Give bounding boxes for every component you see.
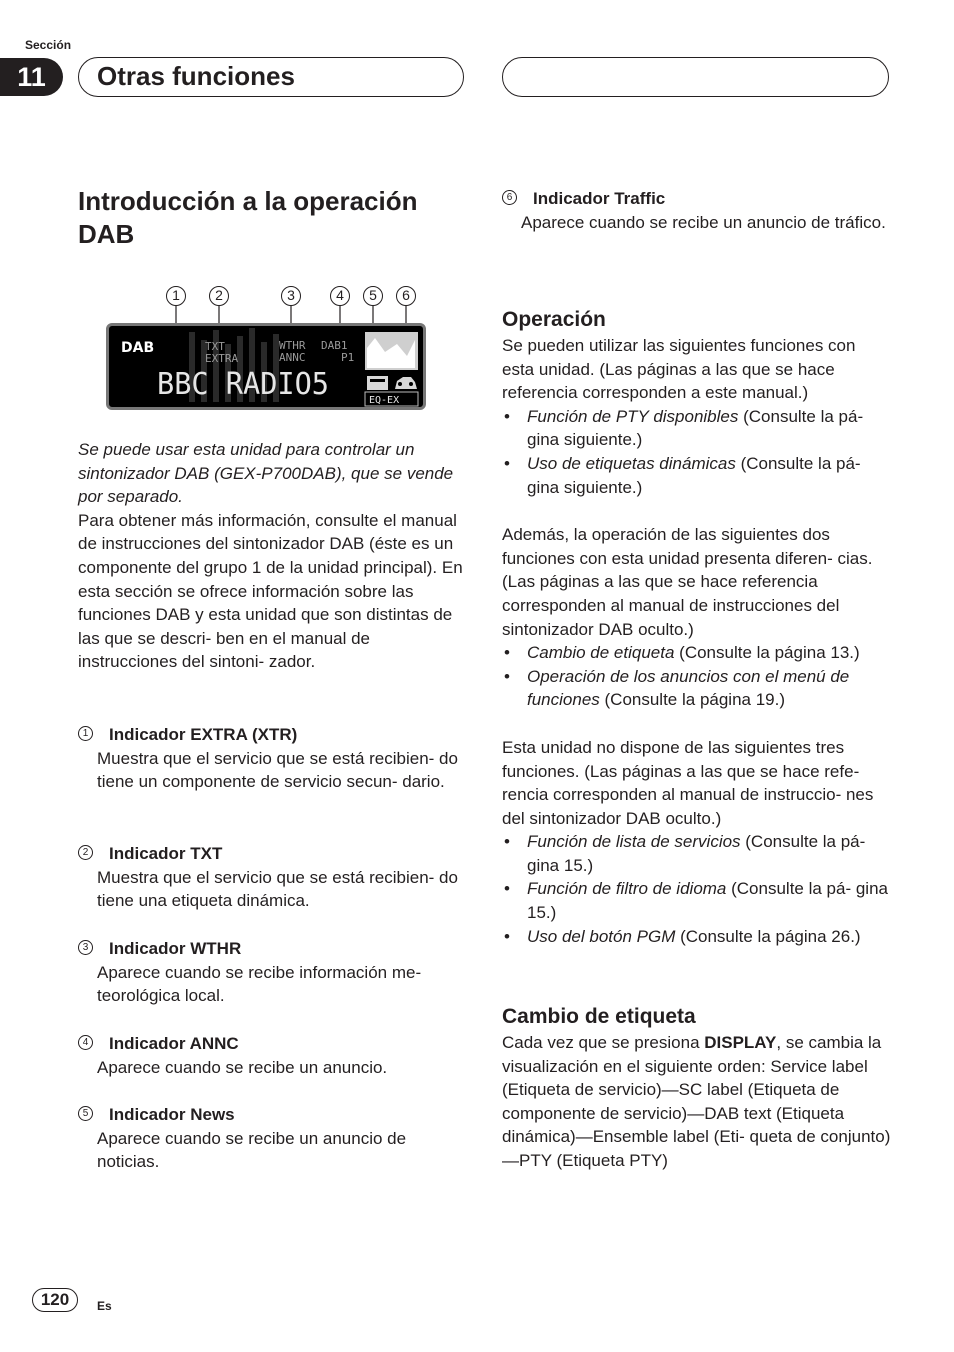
callout-6: 6 (396, 286, 416, 306)
section-number-badge: 11 (0, 58, 63, 96)
list-item: • Cambio de etiqueta (Consulte la página 13.) (504, 643, 860, 663)
news-icon (367, 376, 388, 390)
display-dab1: DAB1 (321, 339, 348, 352)
indicator-title: Indicador EXTRA (XTR) (109, 725, 298, 744)
indicator-number: 2 (78, 845, 93, 860)
callout-4: 4 (330, 286, 350, 306)
indicator-title: Indicador ANNC (109, 1034, 239, 1053)
indicator-1 (78, 723, 468, 794)
indicator-title: Indicador News (109, 1105, 235, 1124)
indicator-number: 3 (78, 940, 93, 955)
indicator-title: Indicador WTHR (109, 939, 242, 958)
callout-2: 2 (209, 286, 229, 306)
display-txt: TXT (205, 340, 225, 353)
list-item: • Función de PTY disponibles (Consulte la pá- gina siguiente.) (504, 406, 864, 450)
unavailable-functions-list (502, 830, 892, 948)
indicator-desc: Aparece cuando se recibe un anuncio de noticias. (97, 1128, 407, 1172)
list-item: • Operación de los anuncios con el menú de funciones (Consulte la página 19.) (504, 666, 850, 710)
intro-block (78, 438, 470, 674)
operacion-para3: Esta unidad no dispone de las siguientes tres funciones. (Las páginas a las que se hace refe- rencia corresponden al manual de instruccio- nes del sintonizador DAB oculto.) (502, 737, 874, 828)
page-number: 120 (32, 1288, 78, 1312)
callout-1: 1 (166, 286, 186, 306)
different-functions-list (502, 641, 892, 712)
section-label: Sección (25, 38, 72, 52)
display-station-name: BBC RADIO5 (157, 367, 329, 402)
list-item: • Función de lista de servicios (Consulte la pá- gina 15.) (504, 832, 866, 875)
indicator-desc: Aparece cuando se recibe información me- teorológica local. (97, 962, 422, 1006)
operacion-section (502, 306, 892, 948)
indicator-6 (502, 187, 890, 234)
intro-italic: Se puede usar esta unidad para controlar un sintonizador DAB (GEX-P700DAB), que se vende por separado. (78, 440, 454, 507)
indicator-number: 5 (78, 1106, 93, 1121)
list-item: • Uso del botón PGM (Consulte la página 26.) (504, 926, 861, 946)
display-wthr: WTHR (279, 339, 306, 352)
indicator-desc: Muestra que el servicio que se está recibien- do tiene un componente de servicio secun- dario. (97, 748, 458, 792)
callout-3: 3 (281, 286, 301, 306)
indicator-3 (78, 937, 468, 1008)
list-item: • Función de filtro de idioma (Consulte la pá- gina 15.) (504, 879, 888, 923)
indicator-desc: Muestra que el servicio que se está recibien- do tiene una etiqueta dinámica. (97, 867, 458, 911)
display-annc: ANNC (279, 351, 306, 364)
language-code: Es (97, 1299, 112, 1313)
display-extra: EXTRA (205, 352, 239, 365)
operacion-heading: Operación (502, 308, 606, 331)
display-p1: P1 (341, 351, 355, 364)
indicator-number: 6 (502, 190, 517, 205)
indicator-title: Indicador TXT (109, 844, 223, 863)
available-functions-list (502, 405, 892, 499)
dab-display-figure (106, 323, 426, 410)
display-eq: EQ-EX (369, 395, 400, 406)
indicator-5 (78, 1103, 468, 1174)
indicator-2 (78, 842, 468, 913)
indicator-title: Indicador Traffic (533, 189, 666, 208)
display-dab-logo: DAB (121, 340, 155, 356)
operacion-para2: Además, la operación de las siguientes dos funciones con esta unidad presenta diferen- cias. (Las páginas a las que se hace referencia corresponden al manual de instrucciones del sintonizador DAB oculto.) (502, 525, 873, 639)
section-title: Otras funciones (97, 61, 295, 91)
cambio-paragraph: Cada vez que se presiona DISPLAY, se cambia la visualización en el siguiente orden: Service label (Etiqueta de servicio)—SC label (Etiqueta de componente de servicio)—DAB text (Etiqueta dinámica)—Ensemble label (Eti- queta de conjunto)—PTY (Etiqueta PTY) (502, 1033, 891, 1170)
section-title-pill (78, 57, 464, 97)
display-button-name: DISPLAY (704, 1033, 777, 1052)
display-graphic (109, 326, 423, 407)
intro-paragraph: Para obtener más información, consulte el manual de instrucciones del sintonizador DAB (éste es un componente del grupo 1 de la unidad principal). En esta sección se ofrece información sobre las funciones DAB y esta unidad que son distintas de las que se descri- ben en el manual de instrucciones del sintoni- zador. (78, 510, 463, 672)
empty-header-pill (502, 57, 889, 97)
callout-5: 5 (363, 286, 383, 306)
page-title: Introducción a la operación DAB (78, 186, 418, 249)
cambio-heading: Cambio de etiqueta (502, 1005, 696, 1028)
indicator-4 (78, 1032, 468, 1079)
cambio-section (502, 1003, 892, 1173)
indicator-desc: Aparece cuando se recibe un anuncio. (97, 1057, 388, 1077)
indicator-number: 4 (78, 1035, 93, 1050)
indicator-desc: Aparece cuando se recibe un anuncio de tráfico. (521, 212, 886, 232)
indicator-number: 1 (78, 726, 93, 741)
list-item: • Uso de etiquetas dinámicas (Consulte la pá- gina siguiente.) (504, 453, 861, 497)
operacion-intro: Se pueden utilizar las siguientes funciones con esta unidad. (Las páginas a las que se hace referencia corresponden a este manual.) (502, 336, 856, 403)
